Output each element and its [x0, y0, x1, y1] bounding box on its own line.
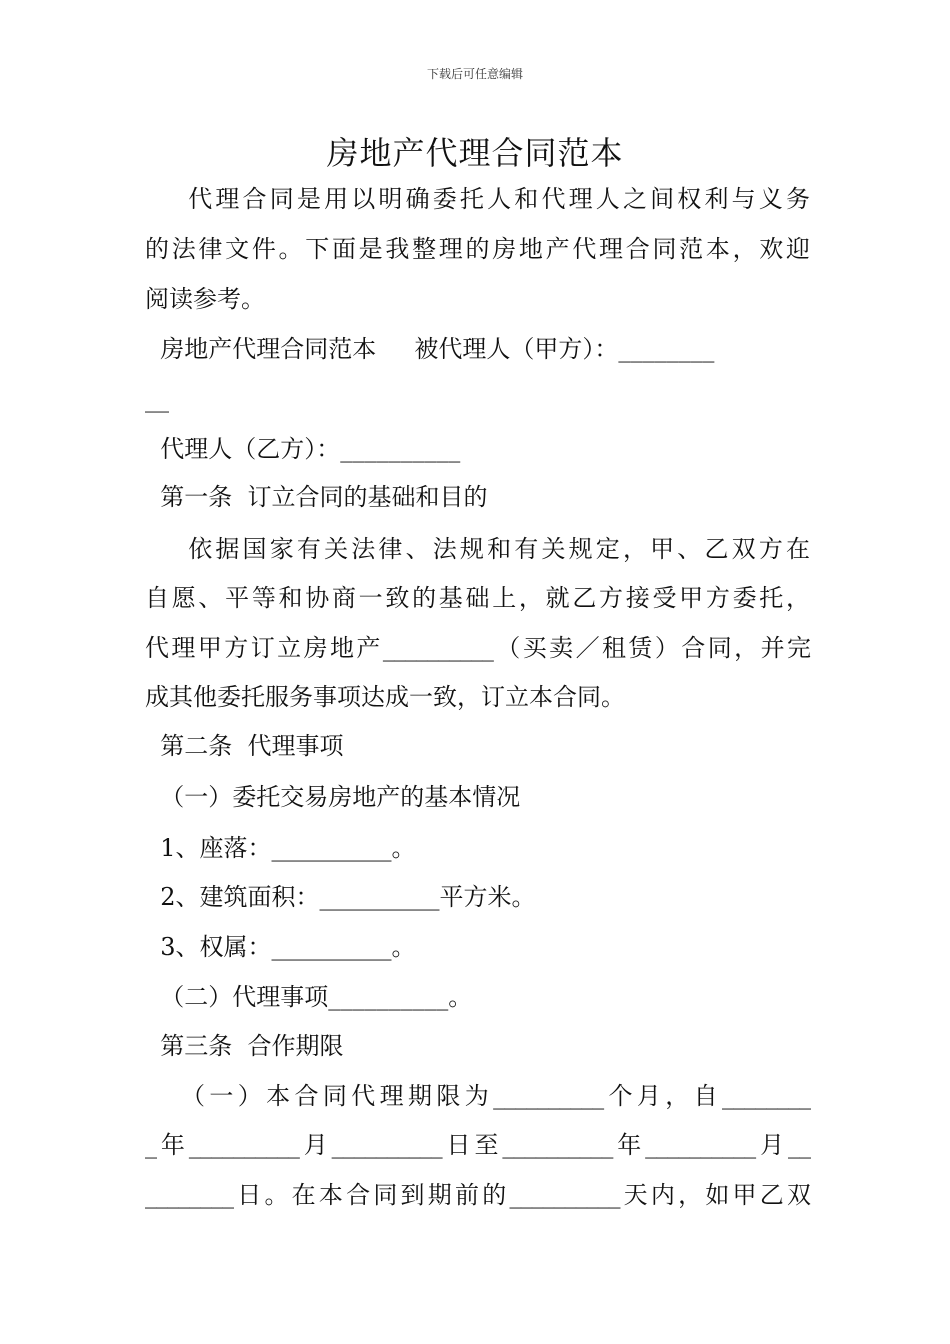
- list-item: 2、建筑面积：__________平方米。: [145, 883, 536, 911]
- document-title: 房地产代理合同范本: [326, 134, 624, 172]
- list-item: 3、权属：__________。: [145, 933, 416, 961]
- paragraph-line: 代理甲方订立房地产__________（买卖／租赁）合同，并完: [145, 634, 810, 662]
- party-a-line: 房地产代理合同范本 被代理人（甲方）：________: [145, 335, 715, 363]
- paragraph-line: 的法律文件。下面是我整理的房地产代理合同范本，欢迎: [145, 235, 810, 263]
- list-item: 1、座落：__________。: [145, 834, 416, 862]
- paragraph-line: ________日。在本合同到期前的__________天内，如甲乙双: [145, 1181, 810, 1209]
- party-b-line: 代理人（乙方）：__________: [145, 435, 461, 463]
- download-note: 下载后可任意编辑: [426, 67, 523, 81]
- party-a-line-continued: __: [145, 385, 169, 413]
- paragraph-line: 成其他委托服务事项达成一致，订立本合同。: [145, 683, 625, 711]
- article-heading: 第三条 合作期限: [145, 1032, 344, 1060]
- paragraph-line: 阅读参考。: [145, 285, 265, 313]
- article-heading: 第一条 订立合同的基础和目的: [145, 483, 488, 511]
- paragraph-line: 自愿、平等和协商一致的基础上，就乙方接受甲方委托，: [145, 584, 810, 612]
- article-heading: 第二条 代理事项: [145, 732, 344, 760]
- paragraph-line: 代理合同是用以明确委托人和代理人之间权利与义务: [145, 185, 810, 213]
- paragraph-line: _年__________月__________日至__________年__________月__: [145, 1131, 810, 1159]
- section-heading: （一）委托交易房地产的基本情况: [145, 783, 521, 811]
- paragraph-line: （一）本合同代理期限为__________个月，自________: [145, 1082, 810, 1110]
- section-heading: （二）代理事项__________。: [145, 983, 473, 1011]
- paragraph-line: 依据国家有关法律、法规和有关规定，甲、乙双方在: [145, 535, 810, 563]
